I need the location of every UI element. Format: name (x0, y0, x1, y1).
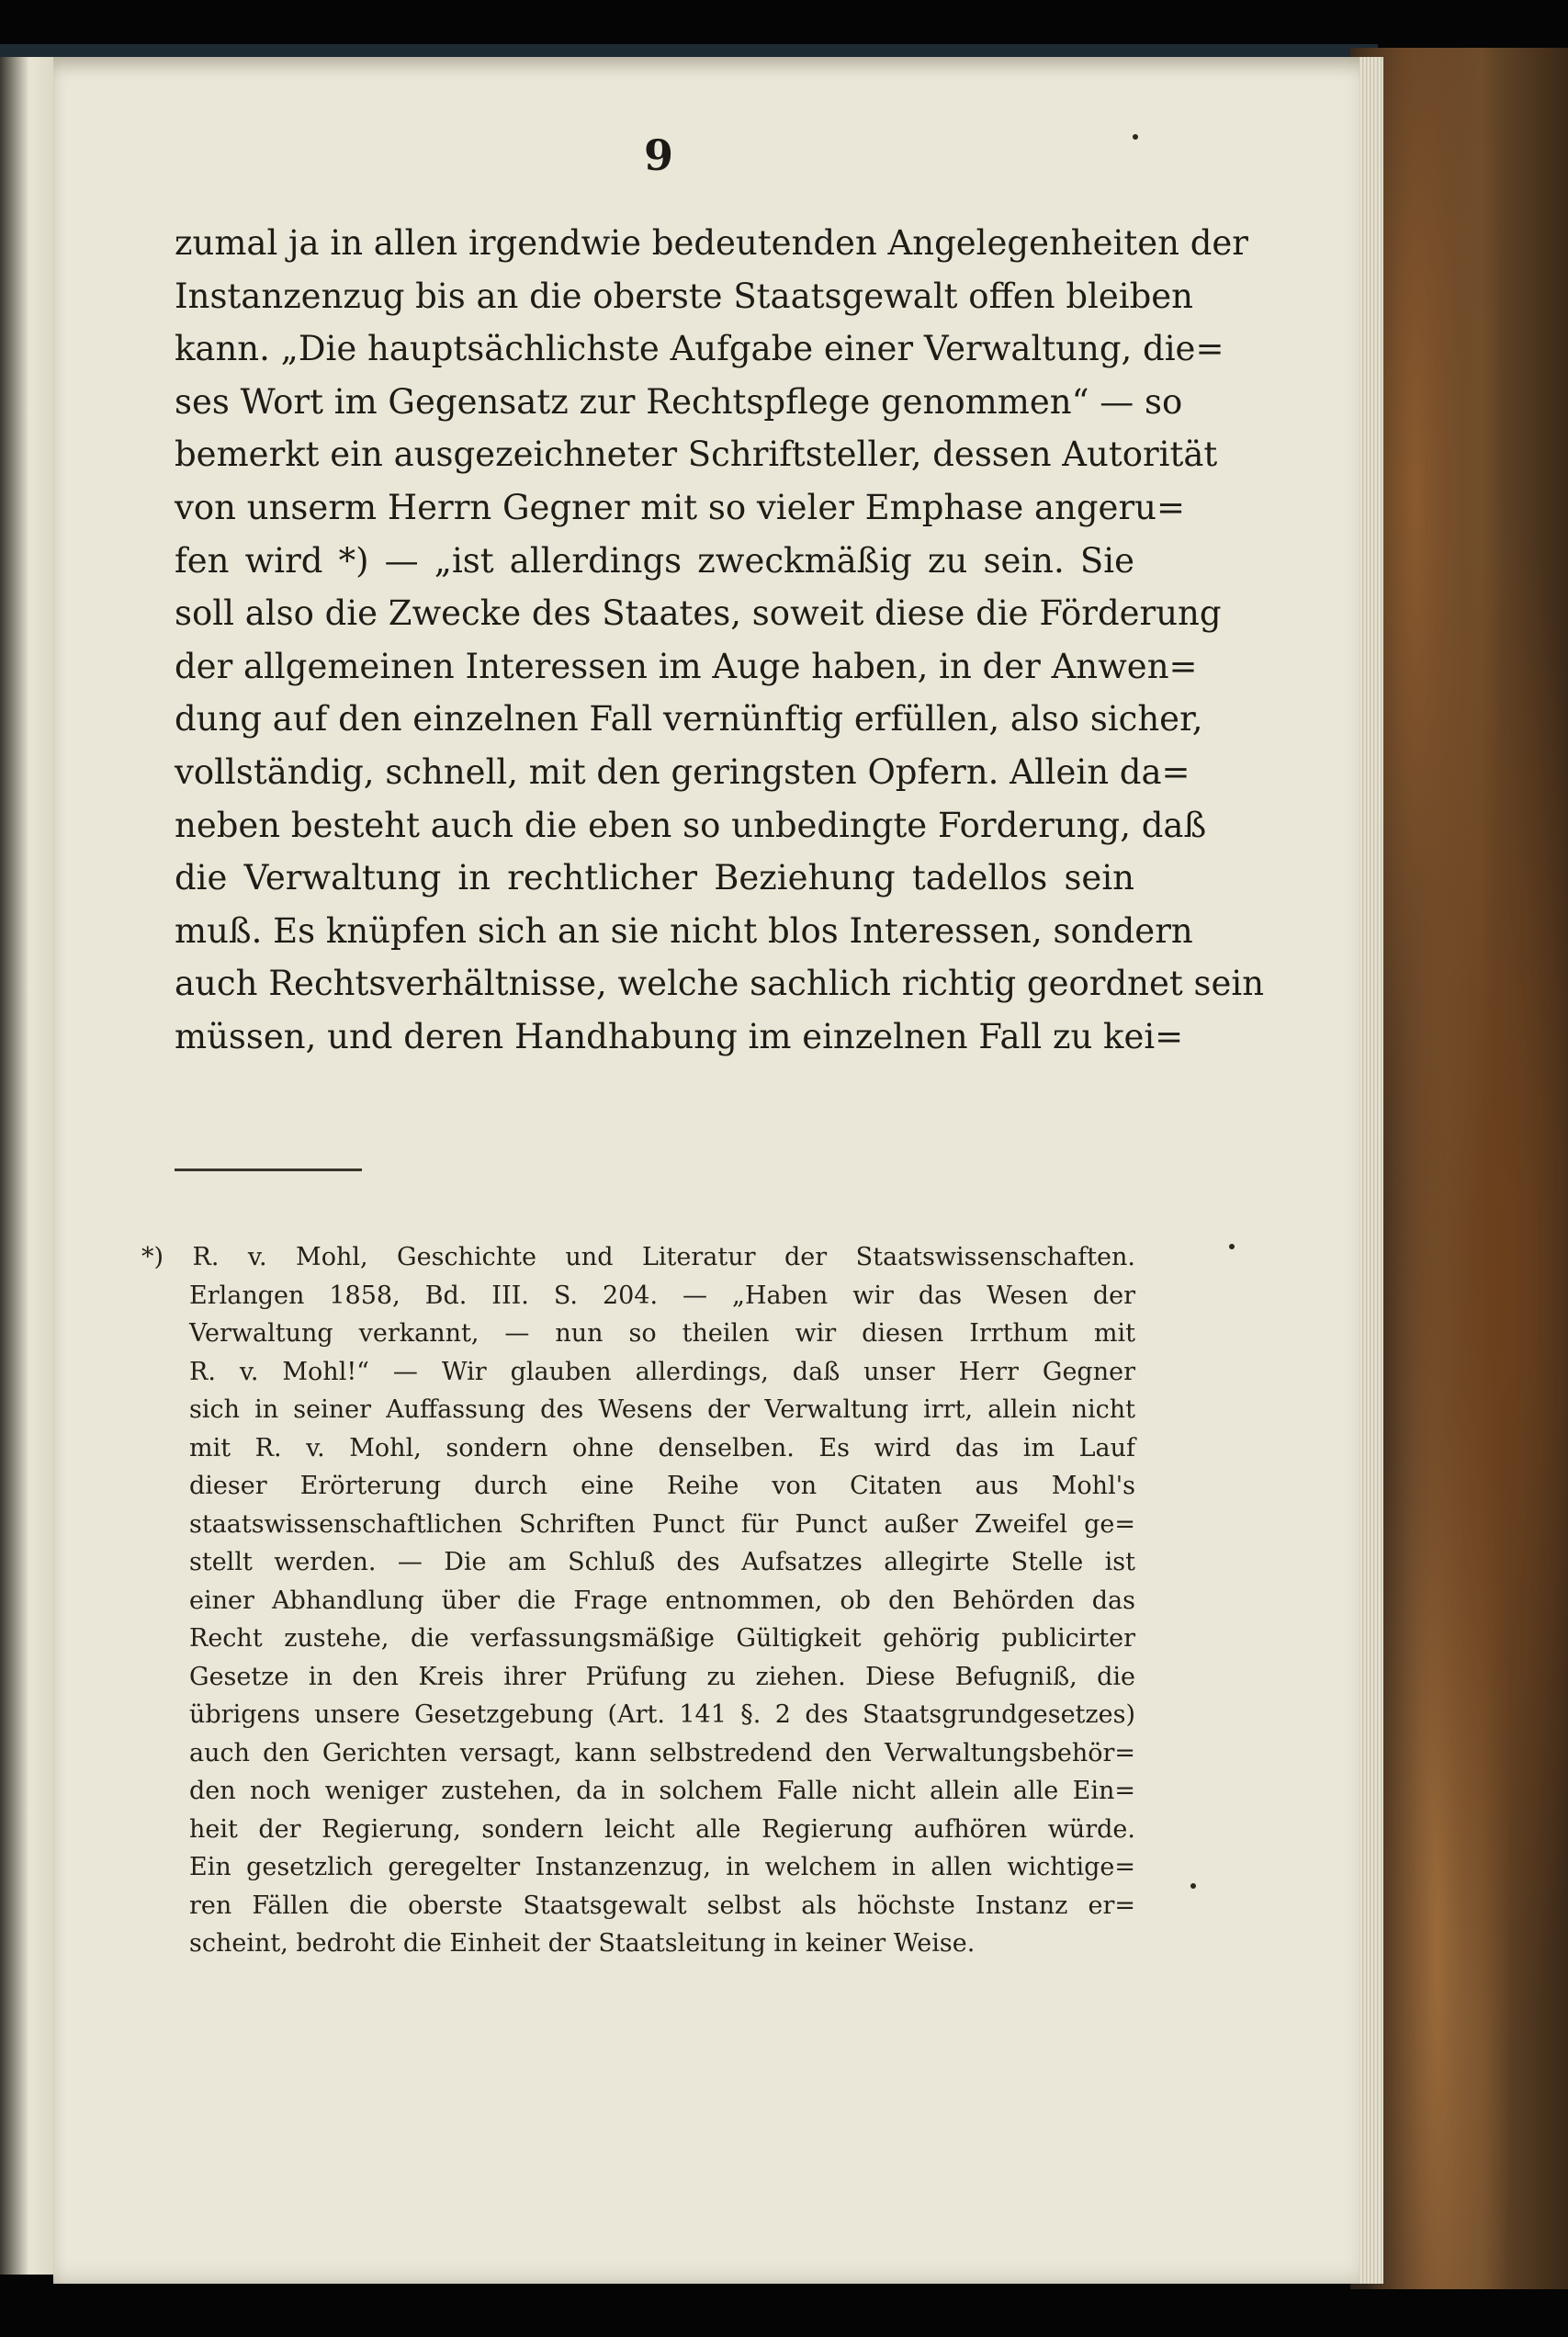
body-line: ses Wort im Gegensatz zur Rechtspflege genommen“ — so (175, 381, 1183, 422)
footnote-line: stellt werden. — Die am Schluß des Aufsatzes allegirte Stelle ist (189, 1548, 1135, 1576)
footnote (141, 1238, 1135, 1963)
body-line: auch Rechtsverhältnisse, welche sachlich richtig geordnet sein (175, 964, 1265, 1004)
footnote-line: den noch weniger zustehen, da in solchem Falle nicht allein alle Ein= (189, 1777, 1135, 1805)
body-line: die Verwaltung in rechtlicher Beziehung tadellos sein (175, 858, 1134, 898)
paper-speck (1229, 1244, 1235, 1249)
body-line: muß. Es knüpfen sich an sie nicht blos Interessen, sondern (175, 910, 1193, 951)
footnote-line: Ein gesetzlich geregelter Instanzenzug, in welchem in allen wichtige= (189, 1853, 1135, 1881)
footnote-line: auch den Gerichten versagt, kann selbstredend den Verwaltungsbehör= (189, 1738, 1135, 1767)
footnote-line: übrigens unsere Gesetzgebung (Art. 141 §. 2 des Staatsgrundgesetzes) (189, 1700, 1135, 1729)
footnote-line: einer Abhandlung über die Frage entnommen, ob den Behörden das (189, 1586, 1135, 1615)
body-line: müssen, und deren Handhabung im einzelnen Fall zu kei= (175, 1016, 1184, 1056)
footnote-line: Verwaltung verkannt, — nun so theilen wir diesen Irrthum mit (189, 1319, 1135, 1348)
body-line: fen wird *) — „ist allerdings zweckmäßig zu sein. Sie (175, 540, 1134, 581)
footnote-line: Gesetze in den Kreis ihrer Prüfung zu ziehen. Diese Befugniß, die (189, 1662, 1135, 1691)
body-line: von unserm Herrn Gegner mit so vieler Emphase angeru= (175, 487, 1185, 527)
footnote-line: mit R. v. Mohl, sondern ohne denselben. Es wird das im Lauf (189, 1433, 1135, 1462)
footnote-line: R. v. Mohl!“ — Wir glauben allerdings, daß unser Herr Gegner (189, 1357, 1135, 1386)
footnote-line: Erlangen 1858, Bd. III. S. 204. — „Haben wir das Wesen der (189, 1281, 1135, 1310)
footnote-divider (175, 1168, 362, 1171)
footnote-line: *) R. v. Mohl, Geschichte und Literatur der Staatswissenschaften. (141, 1243, 1135, 1271)
body-line: kann. „Die hauptsächlichste Aufgabe einer Verwaltung, die= (175, 329, 1224, 369)
footnote-line: sich in seiner Auffassung des Wesens der Verwaltung irrt, allein nicht (189, 1395, 1135, 1424)
page-number: 9 (643, 130, 673, 180)
body-text (175, 217, 1265, 1064)
body-line: soll also die Zwecke des Staates, soweit diese die Förderung (175, 593, 1222, 634)
paper-speck (1133, 134, 1138, 140)
body-line: Instanzenzug bis an die oberste Staatsgewalt offen bleiben (175, 276, 1194, 316)
page-fore-edge (1359, 57, 1383, 2284)
left-page-edge (0, 57, 53, 2275)
body-line: vollständig, schnell, mit den geringsten Opfern. Allein da= (175, 751, 1190, 792)
footnote-line: Recht zustehe, die verfassungsmäßige Gültigkeit gehörig publicirter (189, 1624, 1135, 1653)
footnote-line: staatswissenschaftlichen Schriften Punct für Punct außer Zweifel ge= (189, 1509, 1135, 1539)
footnote-line: dieser Erörterung durch eine Reihe von Citaten aus Mohl's (189, 1472, 1135, 1500)
footnote-line: scheint, bedroht die Einheit der Staatsleitung in keiner Weise. (189, 1929, 976, 1958)
body-line: der allgemeinen Interessen im Auge haben, in der Anwen= (175, 646, 1198, 686)
body-line: dung auf den einzelnen Fall vernünftig erfüllen, also sicher, (175, 699, 1203, 739)
paper-speck (1190, 1883, 1196, 1889)
body-line: neben besteht auch die eben so unbedingte Forderung, daß (175, 805, 1207, 845)
body-line: zumal ja in allen irgendwie bedeutenden Angelegenheiten der (175, 223, 1248, 263)
footnote-line: ren Fällen die oberste Staatsgewalt selbst als höchste Instanz er= (189, 1891, 1135, 1920)
body-line: bemerkt ein ausgezeichneter Schriftsteller, dessen Autorität (175, 435, 1218, 475)
footnote-line: heit der Regierung, sondern leicht alle Regierung aufhören würde. (189, 1814, 1135, 1844)
